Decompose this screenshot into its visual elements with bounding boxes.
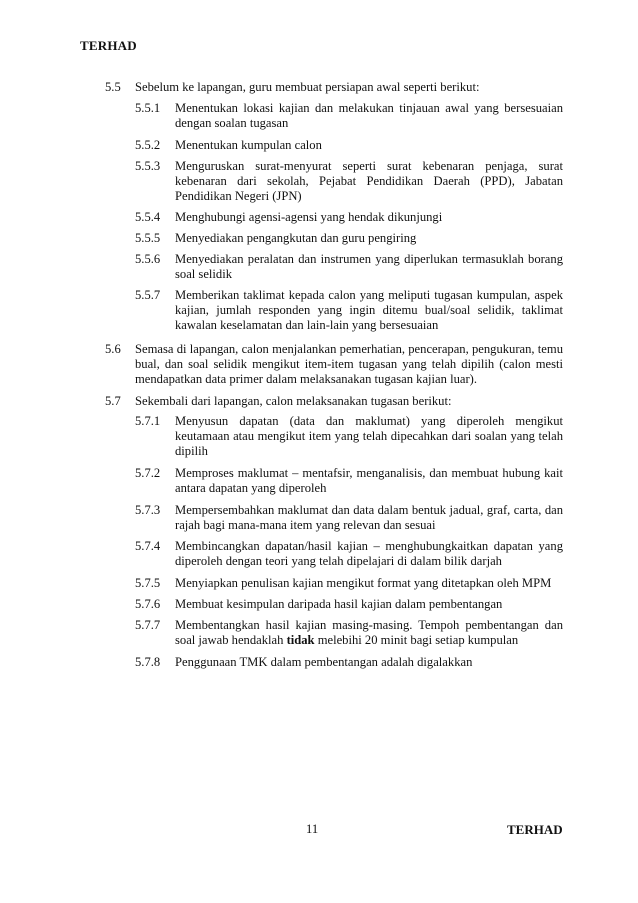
item-text: Menyiapkan penulisan kajian mengikut format yang ditetapkan oleh MPM [175,576,552,590]
item-number: 5.5.6 [135,252,161,266]
item-text: Menguruskan surat-menyurat seperti surat kebenaran penjaga, surat kebenaran dari sekolah, Pejabat Pendidikan Daerah (PPD), Jabatan Pendidikan Negeri (JPN) [175,159,563,204]
item-number: 5.7.2 [135,466,161,480]
emphasis-text: tidak [286,633,315,648]
section-number: 5.7 [105,394,121,408]
item-text: Menyediakan pengangkutan dan guru pengiring [175,231,417,245]
classification-header: TERHAD [80,38,137,53]
section-text: Sebelum ke lapangan, guru membuat persiapan awal seperti berikut: [135,80,480,94]
item-number: 5.7.1 [135,414,161,428]
item-text: Membincangkan dapatan/hasil kajian – menghubungkaitkan dapatan yang diperoleh dengan teori yang telah dipelajari di dalam bilik darjah [175,539,563,569]
item-number: 5.5.2 [135,138,161,152]
item-text: Menghubungi agensi-agensi yang hendak dikunjungi [175,210,443,224]
item-text-part: melebihi 20 minit bagi setiap kumpulan [314,633,519,648]
section-text: Sekembali dari lapangan, calon melaksanakan tugasan berikut: [135,394,452,408]
item-number: 5.5.7 [135,288,161,302]
item-text: Mempersembahkan maklumat dan data dalam bentuk jadual, graf, carta, dan rajah bagi mana-mana item yang relevan dan sesuai [175,503,563,533]
item-number: 5.7.7 [135,618,161,632]
item-number: 5.7.3 [135,503,161,517]
item-text-part: Membentangkan hasil kajian masing-masing. Tempoh pembentangan dan soal jawab hendaklah [175,618,563,648]
item-number: 5.5.3 [135,159,161,173]
item-number: 5.5.1 [135,101,161,115]
item-text: Membuat kesimpulan daripada hasil kajian dalam pembentangan [175,597,503,611]
item-text: Menyediakan peralatan dan instrumen yang diperlukan termasuklah borang soal selidik [175,252,563,282]
item-text: Penggunaan TMK dalam pembentangan adalah digalakkan [175,655,473,669]
item-number: 5.7.5 [135,576,161,590]
item-number: 5.5.5 [135,231,161,245]
section-number: 5.6 [105,342,121,356]
item-text: Menentukan lokasi kajian dan melakukan tinjauan awal yang bersesuaian dengan soalan tugasan [175,101,563,131]
item-number: 5.7.6 [135,597,161,611]
section-text: Semasa di lapangan, calon menjalankan pemerhatian, pencerapan, pengukuran, temu bual, dan soal selidik mengikut item-item tugasan yang telah dipilih (calon mesti mendapatkan data primer dalam melaksanakan tugasan kajian luar). [135,342,563,387]
item-text: Menentukan kumpulan calon [175,138,322,152]
item-number: 5.7.4 [135,539,161,553]
page-number: 11 [306,822,319,836]
section-number: 5.5 [105,80,121,94]
item-number: 5.7.8 [135,655,161,669]
item-text: Menyusun dapatan (data dan maklumat) yang diperoleh mengikut keutamaan atau mengikut item yang telah dipecahkan dari soalan yang telah dipilih [175,414,563,459]
classification-footer: TERHAD [507,822,563,837]
item-text [175,618,563,648]
item-number: 5.5.4 [135,210,161,224]
item-text: Memberikan taklimat kepada calon yang meliputi tugasan kumpulan, aspek kajian, jumlah responden yang ingin ditemu bual/soal selidik, taklimat kawalan keselamatan dan lain-lain yang bersesuaian [175,288,563,333]
item-text: Memproses maklumat – mentafsir, menganalisis, dan membuat hubung kait antara dapatan yang diperoleh [175,466,563,496]
